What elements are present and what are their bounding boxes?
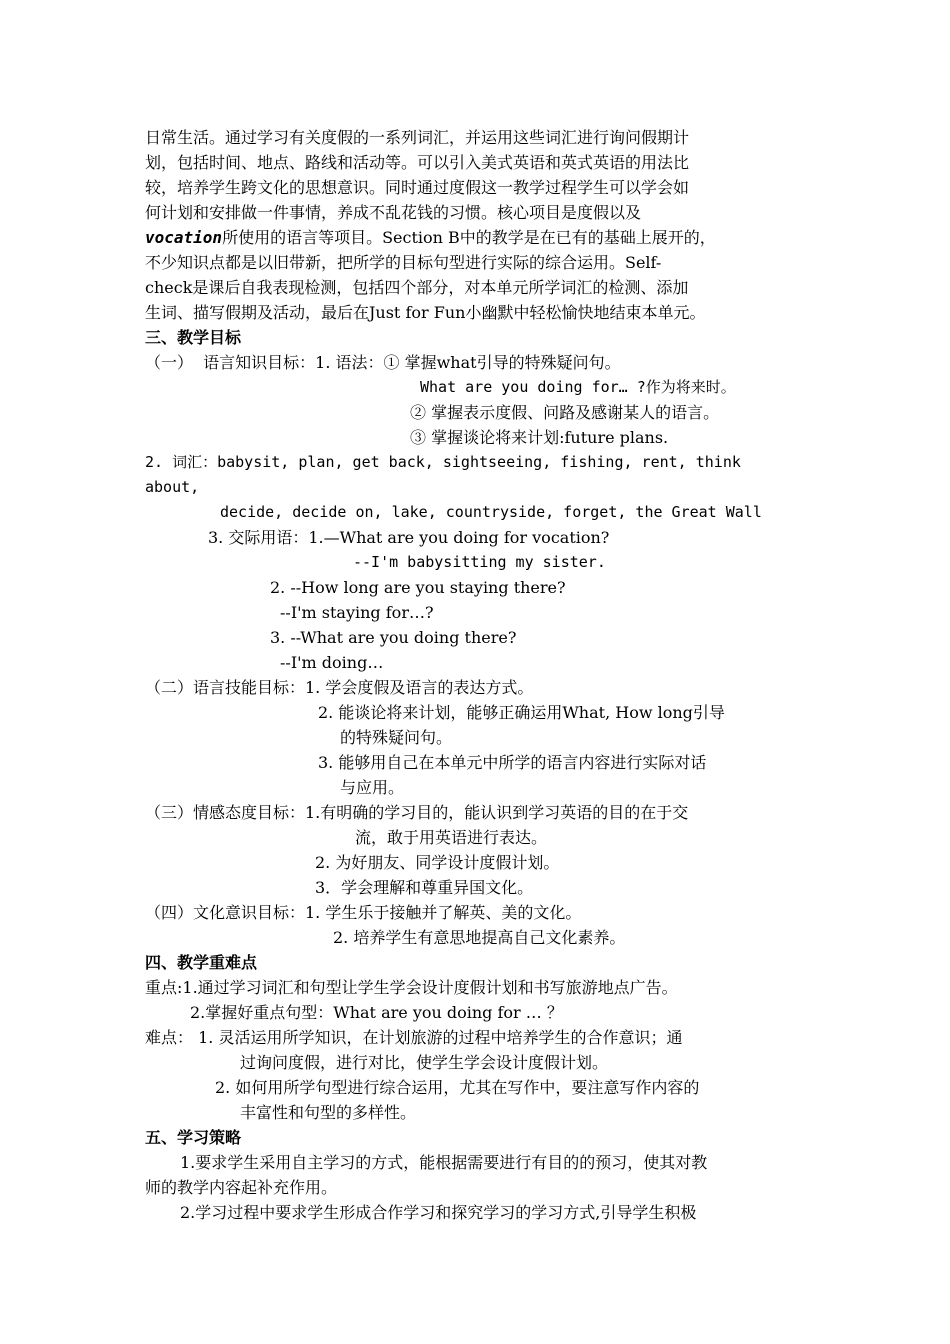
emotion-line: 流，敢于用英语进行表达。 xyxy=(355,828,548,847)
vocab-line: about, xyxy=(145,478,200,496)
culture-line: 2. 培养学生有意思地提高自己文化素养。 xyxy=(333,928,626,947)
difficulty-line: 难点： 1. 灵活运用所学知识，在计划旅游的过程中培养学生的合作意识；通 xyxy=(145,1028,683,1047)
strategy-line: 1.要求学生采用自主学习的方式，能根据需要进行有目的的预习，使其对教 xyxy=(180,1153,708,1172)
intro-line-3: 较，培养学生跨文化的思想意识。同时通过度假这一教学过程学生可以学会如 xyxy=(145,178,690,197)
intro-line-5 xyxy=(145,225,716,250)
strategy-line: 2.学习过程中要求学生形成合作学习和探究学习的学习方式,引导学生积极 xyxy=(180,1203,697,1222)
skill-line: 与应用。 xyxy=(340,778,405,797)
section-heading-objectives: 三、教学目标 xyxy=(145,328,242,347)
strategy-line: 师的教学内容起补充作用。 xyxy=(145,1178,338,1197)
key-point-line: 重点:1.通过学习词汇和句型让学生学会设计度假计划和书写旅游地点广告。 xyxy=(145,978,678,997)
vocab-line: 2. 词汇：babysit, plan, get back, sightseeing, fishing, rent, think xyxy=(145,453,741,471)
skill-line: 3. 能够用自己在本单元中所学的语言内容进行实际对话 xyxy=(318,753,707,772)
dialogue-line: 2. --How long are you staying there? xyxy=(270,578,566,597)
vocab-line: decide, decide on, lake, countryside, forget, the Great Wall xyxy=(220,503,762,521)
difficulty-line: 2. 如何用所学句型进行综合运用，尤其在写作中，要注意写作内容的 xyxy=(215,1078,700,1097)
objective-line: （一） 语言知识目标：1. 语法：① 掌握what引导的特殊疑问句。 xyxy=(145,353,621,372)
section-heading-key-points: 四、教学重难点 xyxy=(145,953,258,972)
dialogue-line: --I'm staying for…? xyxy=(280,603,434,622)
skill-line: （二）语言技能目标：1. 学会度假及语言的表达方式。 xyxy=(145,678,534,697)
difficulty-line: 过询问度假，进行对比，使学生学会设计度假计划。 xyxy=(240,1053,609,1072)
section-heading-strategies: 五、学习策略 xyxy=(145,1128,242,1147)
intro-line-8: 生词、描写假期及活动，最后在Just for Fun小幽默中轻松愉快地结束本单元。 xyxy=(145,303,706,322)
intro-line-6: 不少知识点都是以旧带新，把所学的目标句型进行实际的综合运用。Self- xyxy=(145,253,662,272)
objective-line: ③ 掌握谈论将来计划:future plans. xyxy=(410,428,669,447)
difficulty-line: 丰富性和句型的多样性。 xyxy=(240,1103,417,1122)
vocation-word: vocation xyxy=(145,228,223,247)
skill-line: 的特殊疑问句。 xyxy=(340,728,453,747)
dialogue-line: --I'm doing… xyxy=(280,653,384,672)
objective-line: What are you doing for… ?作为将来时。 xyxy=(420,378,736,396)
emotion-line: （三）情感态度目标：1.有明确的学习目的，能认识到学习英语的目的在于交 xyxy=(145,803,689,822)
intro-line-5-rest: 所使用的语言等项目。Section B中的教学是在已有的基础上展开的， xyxy=(222,228,716,247)
intro-line-1: 日常生活。通过学习有关度假的一系列词汇，并运用这些词汇进行询问假期计 xyxy=(145,128,690,147)
emotion-line: 3．学会理解和尊重异国文化。 xyxy=(315,878,534,897)
emotion-line: 2. 为好朋友、同学设计度假计划。 xyxy=(315,853,560,872)
dialogue-line: 3. --What are you doing there? xyxy=(270,628,517,647)
culture-line: （四）文化意识目标：1. 学生乐于接触并了解英、美的文化。 xyxy=(145,903,582,922)
dialogue-line: --I'm babysitting my sister. xyxy=(353,553,606,571)
intro-line-4: 何计划和安排做一件事情，养成不乱花钱的习惯。核心项目是度假以及 xyxy=(145,203,642,222)
intro-line-2: 划，包括时间、地点、路线和活动等。可以引入美式英语和英式英语的用法比 xyxy=(145,153,690,172)
intro-line-7: check是课后自我表现检测，包括四个部分，对本单元所学词汇的检测、添加 xyxy=(145,278,689,297)
skill-line: 2. 能谈论将来计划，能够正确运用What, How long引导 xyxy=(318,703,725,722)
objective-line: ② 掌握表示度假、问路及感谢某人的语言。 xyxy=(410,403,720,422)
dialogue-line: 3. 交际用语：1.—What are you doing for vocation? xyxy=(208,528,610,547)
key-point-line: 2.掌握好重点句型：What are you doing for … ？ xyxy=(190,1003,563,1022)
